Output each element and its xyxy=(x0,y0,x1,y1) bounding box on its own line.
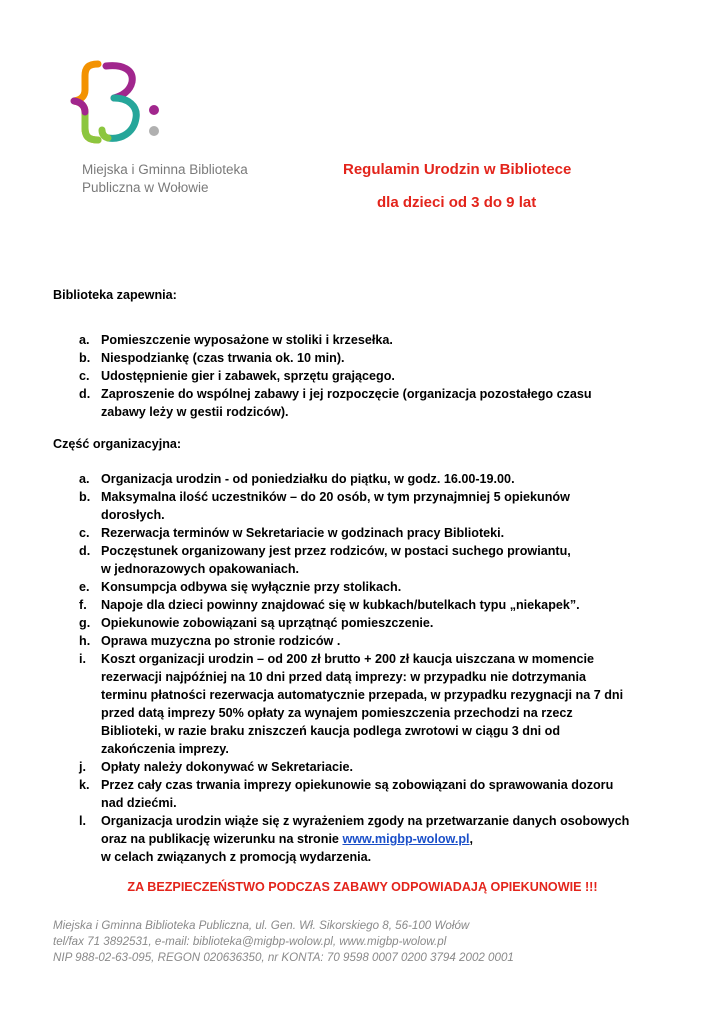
list-item-text: Maksymalna ilość uczestników – do 20 osób, w tym przynajmniej 5 opiekunów xyxy=(101,490,570,504)
list-item-text: Napoje dla dzieci powinny znajdować się w kubkach/butelkach typu „niekapek”. xyxy=(101,598,580,612)
list-item-text: Udostępnienie gier i zabawek, sprzętu grającego. xyxy=(101,369,395,383)
organization-list xyxy=(53,470,653,866)
footer-line: Miejska i Gminna Biblioteka Publiczna, ul. Gen. Wł. Sikorskiego 8, 56-100 Wołów xyxy=(53,919,470,932)
list-item-text: Organizacja urodzin - od poniedziałku do piątku, w godz. 16.00-19.00. xyxy=(101,472,515,486)
list-item-text: zakończenia imprezy. xyxy=(101,742,229,756)
list-marker: l. xyxy=(79,814,86,828)
list-marker: d. xyxy=(79,387,91,401)
list-item-text: Zaproszenie do wspólnej zabawy i jej rozpoczęcie (organizacja pozostałego czasu xyxy=(101,387,592,401)
list-item-text: nad dziećmi. xyxy=(101,796,177,810)
list-item-text: Pomieszczenie wyposażone w stoliki i krzesełka. xyxy=(101,333,393,347)
safety-warning: ZA BEZPIECZEŃSTWO PODCZAS ZABAWY ODPOWIADAJĄ OPIEKUNOWIE !!! xyxy=(127,880,598,894)
list-item-text-prefix: oraz na publikację wizerunku na stronie xyxy=(101,832,343,846)
list-item xyxy=(53,488,653,524)
list-item-text: Rezerwacja terminów w Sekretariacie w godzinach pracy Biblioteki. xyxy=(101,526,505,540)
list-marker: b. xyxy=(79,351,91,365)
list-item xyxy=(53,349,653,367)
list-item xyxy=(53,632,653,650)
list-marker: b. xyxy=(79,490,91,504)
list-item-text: Przez cały czas trwania imprezy opiekunowie są zobowiązani do sprawowania dozoru xyxy=(101,778,614,792)
list-item-text: Poczęstunek organizowany jest przez rodziców, w postaci suchego prowiantu, xyxy=(101,544,571,558)
list-item xyxy=(53,650,653,758)
list-item-text: Organizacja urodzin wiąże się z wyrażeniem zgody na przetwarzanie danych osobowych xyxy=(101,814,630,828)
list-item xyxy=(53,578,653,596)
list-marker: f. xyxy=(79,598,87,612)
document-subtitle: dla dzieci od 3 do 9 lat xyxy=(377,194,537,211)
library-provides-list xyxy=(53,331,653,421)
list-marker: c. xyxy=(79,526,90,540)
library-logo-icon xyxy=(68,58,168,148)
list-item-text-suffix: , xyxy=(469,832,474,846)
list-marker: d. xyxy=(79,544,91,558)
list-item xyxy=(53,776,653,812)
list-item-text: Koszt organizacji urodzin – od 200 zł brutto + 200 zł kaucja uiszczana w momencie xyxy=(101,652,595,666)
list-marker: a. xyxy=(79,333,90,347)
library-name-line: Miejska i Gminna Biblioteka xyxy=(82,162,248,177)
list-item xyxy=(53,596,653,614)
list-marker: a. xyxy=(79,472,90,486)
list-item-text xyxy=(101,830,653,848)
list-item-text: terminu płatności rezerwacja automatycznie przepada, w przypadku rezygnacji na 7 dni xyxy=(101,688,624,702)
list-marker: i. xyxy=(79,652,86,666)
list-item-text: Oprawa muzyczna po stronie rodziców . xyxy=(101,634,341,648)
list-item-text: w celach związanych z promocją wydarzenia. xyxy=(101,850,372,864)
list-item-text: Niespodziankę (czas trwania ok. 10 min). xyxy=(101,351,345,365)
footer-line: tel/fax 71 3892531, e-mail: biblioteka@migbp-wolow.pl, www.migbp-wolow.pl xyxy=(53,935,447,948)
section-heading-organization: Część organizacyjna: xyxy=(53,437,182,451)
list-item xyxy=(53,470,653,488)
list-item xyxy=(53,385,653,421)
list-item-text: dorosłych. xyxy=(101,508,165,522)
list-item xyxy=(53,542,653,578)
list-marker: g. xyxy=(79,616,91,630)
list-item xyxy=(53,331,653,349)
document-title: Regulamin Urodzin w Bibliotece xyxy=(343,161,572,178)
list-item-text: Biblioteki, w razie braku zniszczeń kaucja podlega zwrotowi w ciągu 3 dni od xyxy=(101,724,561,738)
list-marker: k. xyxy=(79,778,90,792)
list-item-text: zabawy leży w gestii rodziców). xyxy=(101,405,289,419)
list-item-text: rezerwacji najpóźniej na 10 dni przed datą imprezy: w przypadku nie dotrzymania xyxy=(101,670,586,684)
website-link[interactable]: www.migbp-wolow.pl xyxy=(342,832,470,846)
list-marker: j. xyxy=(79,760,86,774)
footer xyxy=(53,918,514,966)
list-marker: e. xyxy=(79,580,90,594)
list-item-text: Opiekunowie zobowiązani są uprzątnąć pomieszczenie. xyxy=(101,616,434,630)
list-item-text: przed datą imprezy 50% opłaty za wynajem pomieszczenia przechodzi na rzecz xyxy=(101,706,573,720)
section-heading-library-provides: Biblioteka zapewnia: xyxy=(53,288,177,302)
library-name xyxy=(82,161,248,197)
list-item xyxy=(53,758,653,776)
list-marker: h. xyxy=(79,634,91,648)
list-item-text: w jednorazowych opakowaniach. xyxy=(101,562,300,576)
list-item xyxy=(53,812,653,866)
list-item xyxy=(53,367,653,385)
list-item xyxy=(53,614,653,632)
list-item-text: Konsumpcja odbywa się wyłącznie przy stolikach. xyxy=(101,580,402,594)
footer-line: NIP 988-02-63-095, REGON 020636350, nr KONTA: 70 9598 0007 0200 3794 2002 0001 xyxy=(53,951,514,964)
list-item-text: Opłaty należy dokonywać w Sekretariacie. xyxy=(101,760,353,774)
list-item xyxy=(53,524,653,542)
list-marker: c. xyxy=(79,369,90,383)
library-name-line: Publiczna w Wołowie xyxy=(82,180,209,195)
